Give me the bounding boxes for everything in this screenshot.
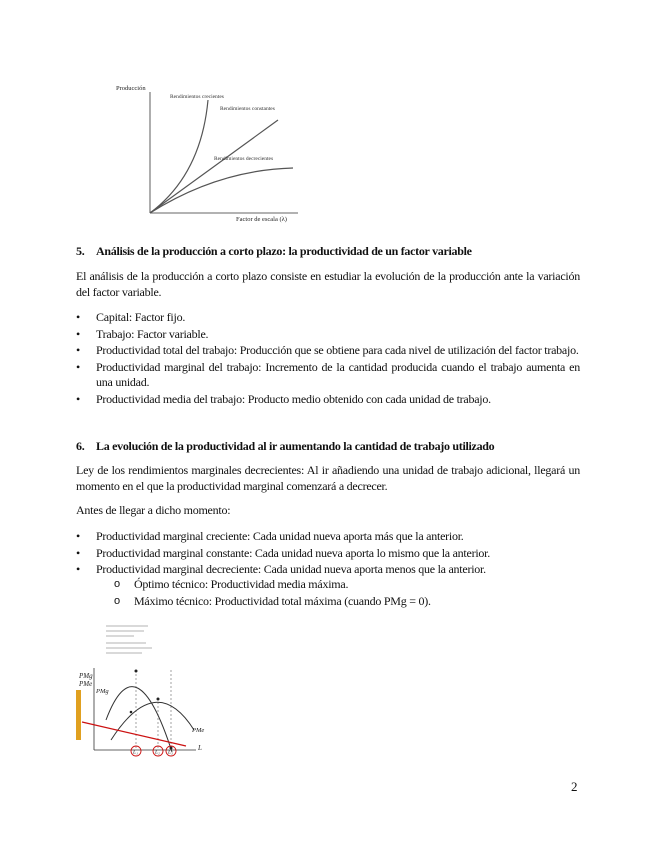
- pme-max-point: [157, 698, 160, 701]
- list-item: o Máximo técnico: Productividad total máxima (cuando PMg = 0).: [114, 593, 431, 608]
- productivity-figure: [76, 620, 226, 760]
- x-axis-label: L: [198, 744, 202, 752]
- section-5-paragraph: El análisis de la producción a corto plazo consiste en estudiar la evolución de la producción ante la variación del factor variable.: [76, 269, 580, 299]
- curve-label-mg: PMg: [96, 688, 109, 695]
- page-number: 2: [571, 779, 578, 794]
- curve-label-constant: Rendimientos constantes: [220, 106, 275, 112]
- list-item: • Productividad media del trabajo: Producto medio obtenido con cada unidad de trabajo.: [76, 391, 491, 406]
- curve-label-decreasing: Rendimientos decrecientes: [214, 156, 274, 162]
- curve-point: [130, 711, 133, 714]
- section-6-sub-bullet-list: [114, 577, 431, 610]
- curve-label-me: PMe: [192, 727, 205, 734]
- decreasing-returns-curve: [150, 168, 293, 213]
- pmg-max-point: [135, 670, 138, 673]
- x-axis-label: Factor de escala (λ): [236, 216, 287, 223]
- section-6-intro: Antes de llegar a dicho momento:: [76, 503, 231, 517]
- section-6-title: La evolución de la productividad al ir aumentando la cantidad de trabajo utilizado: [96, 439, 495, 453]
- list-item: o Óptimo técnico: Productividad media máxima.: [114, 577, 349, 591]
- section-6-heading: [76, 439, 494, 454]
- section-5-heading: [76, 244, 472, 259]
- point-l2-label: L₂: [155, 749, 160, 756]
- y-axis-label-mg: PMg: [79, 672, 93, 680]
- list-item: • Capital: Factor fijo.: [76, 310, 186, 324]
- section-6-paragraph: Ley de los rendimientos marginales decrecientes: Al ir añadiendo una unidad de trabajo adicional, llegará un momento en el que la productividad marginal comenzará a decrecer.: [76, 463, 580, 493]
- y-axis-label-me: PMe: [79, 680, 93, 688]
- section-5-bullet-list: [76, 310, 580, 408]
- section-5-number: 5.: [76, 244, 85, 258]
- section-5-title: Análisis de la producción a corto plazo: la productividad de un factor variable: [96, 244, 472, 258]
- list-item: • Trabajo: Factor variable.: [76, 326, 209, 341]
- section-6-number: 6.: [76, 439, 85, 453]
- list-item: • Productividad marginal constante: Cada unidad nueva aporta lo mismo que la anterior.: [76, 545, 491, 560]
- list-item: • Productividad marginal decreciente: Cada unidad nueva aporta menos que la anterior.: [76, 562, 486, 576]
- constant-returns-curve: [150, 120, 278, 213]
- point-l1-label: L₁: [133, 749, 138, 756]
- y-axis-label: Producción: [116, 85, 146, 92]
- curve-label-increasing: Rendimientos crecientes: [170, 94, 224, 100]
- list-item: • Productividad marginal del trabajo: Incremento de la cantidad producida cuando el trabajo aumenta en una unidad.: [76, 359, 580, 389]
- list-item: • Productividad total del trabajo: Producción que se obtiene para cada nivel de utilización del factor trabajo.: [76, 343, 579, 357]
- list-item: • Productividad marginal creciente: Cada unidad nueva aporta más que la anterior.: [76, 529, 464, 543]
- highlight-bar: [76, 690, 81, 740]
- section-6-bullet-list: [76, 529, 580, 579]
- returns-to-scale-figure: [108, 80, 308, 225]
- point-l3-label: L₃: [168, 749, 173, 756]
